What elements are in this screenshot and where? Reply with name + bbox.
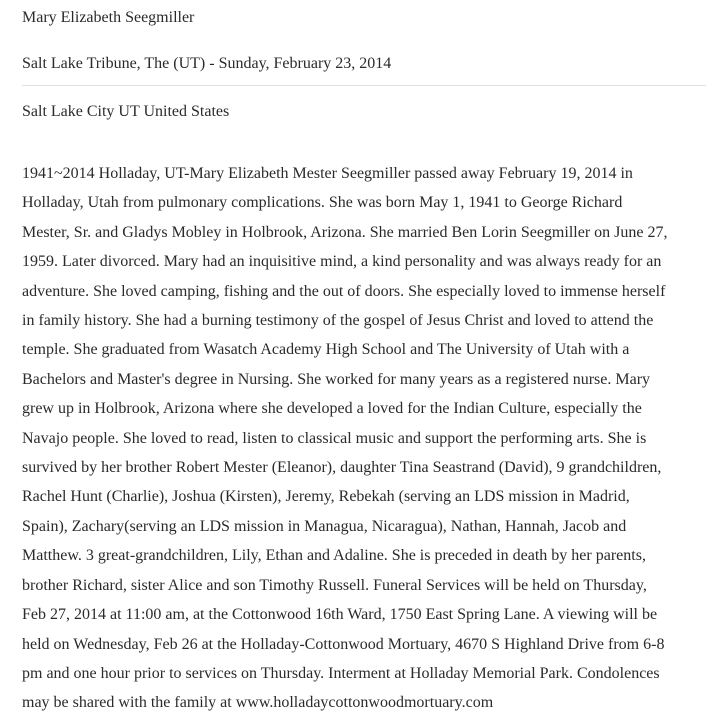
body-line: Rachel Hunt (Charlie), Joshua (Kirsten), Jeremy, Rebekah (serving an LDS mission in Madrid,: [22, 488, 630, 506]
body-line: adventure. She loved camping, fishing and the out of doors. She especially loved to immense herself: [22, 282, 666, 300]
body-line: brother Richard, sister Alice and son Timothy Russell. Funeral Services will be held on Thursday,: [22, 576, 647, 594]
body-line: held on Wednesday, Feb 26 at the Holladay-Cottonwood Mortuary, 4670 S Highland Drive from 6-8: [22, 635, 665, 653]
body-line: Spain), Zachary(serving an LDS mission in Managua, Nicaragua), Nathan, Hannah, Jacob and: [22, 517, 627, 535]
body-line: pm and one hour prior to services on Thursday. Interment at Holladay Memorial Park. Condolences: [22, 664, 660, 682]
body-line: Holladay, Utah from pulmonary complications. She was born May 1, 1941 to George Richard: [22, 194, 623, 212]
body-line: Matthew. 3 great-grandchildren, Lily, Ethan and Adaline. She is preceded in death by her parents,: [22, 547, 646, 565]
body-line: Feb 27, 2014 at 11:00 am, at the Cottonwood 16th Ward, 1750 East Spring Lane. A viewing will be: [22, 606, 658, 624]
body-line: Navajo people. She loved to read, listen to classical music and support the performing arts. She is: [22, 429, 647, 447]
body-line: Bachelors and Master's degree in Nursing. She worked for many years as a registered nurse. Mary: [22, 370, 651, 388]
obituary-name: Mary Elizabeth Seegmiller: [22, 9, 195, 26]
body-line: may be shared with the family at www.holladaycottonwoodmortuary.com: [22, 694, 494, 712]
divider: [22, 85, 706, 86]
obituary-body: [22, 159, 706, 718]
publication-source: Salt Lake Tribune, The (UT) - Sunday, February 23, 2014: [22, 55, 392, 72]
body-line: Mester, Sr. and Gladys Mobley in Holbrook, Arizona. She married Ben Lorin Seegmiller on June 27,: [22, 223, 668, 241]
body-line: 1941~2014 Holladay, UT-Mary Elizabeth Mester Seegmiller passed away February 19, 2014 in: [22, 165, 633, 182]
body-line: in family history. She had a burning testimony of the gospel of Jesus Christ and loved to attend the: [22, 312, 654, 330]
body-line: survived by her brother Robert Mester (Eleanor), daughter Tina Seastrand (David), 9 grandchildren,: [22, 459, 662, 477]
body-line: temple. She graduated from Wasatch Academy High School and The University of Utah with a: [22, 341, 630, 359]
body-line: 1959. Later divorced. Mary had an inquisitive mind, a kind personality and was always ready for an: [22, 253, 662, 271]
body-line: grew up in Holbrook, Arizona where she developed a loved for the Indian Culture, especially the: [22, 400, 642, 418]
location-text: Salt Lake City UT United States: [22, 103, 230, 120]
